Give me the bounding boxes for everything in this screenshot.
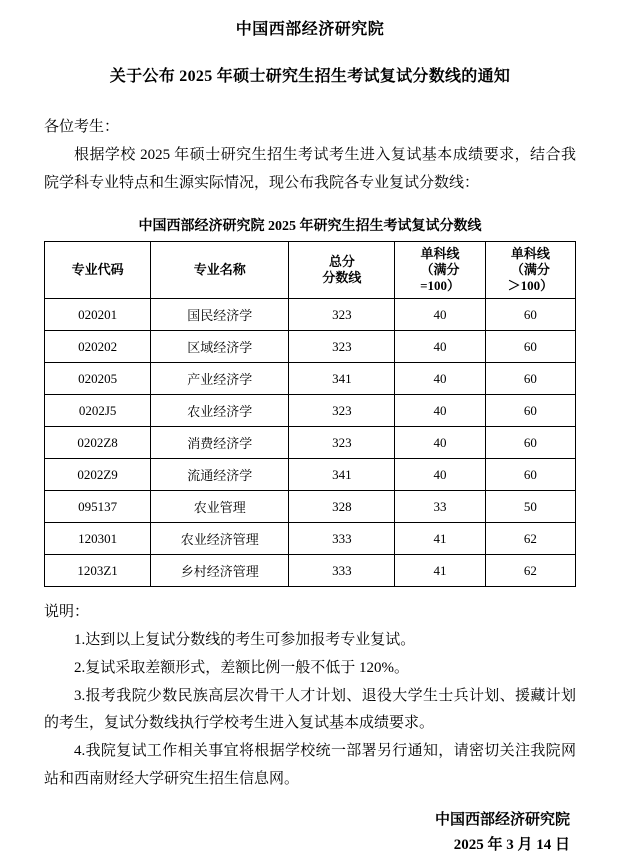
cell-code: 020201 bbox=[45, 299, 151, 331]
header-total bbox=[289, 242, 395, 299]
cell-total: 341 bbox=[289, 459, 395, 491]
note-item-1: 1.达到以上复试分数线的考生可参加报考专业复试。 bbox=[74, 632, 416, 648]
cell-sub2: 62 bbox=[485, 555, 575, 587]
header-sub2-line3: ＞100） bbox=[507, 278, 554, 294]
cell-total: 323 bbox=[289, 331, 395, 363]
cell-name: 消费经济学 bbox=[151, 427, 289, 459]
header-sub1-line2: （满分 bbox=[420, 262, 460, 278]
table-row bbox=[45, 523, 576, 555]
header-sub2 bbox=[485, 242, 575, 299]
cell-sub1: 40 bbox=[395, 331, 485, 363]
table-row bbox=[45, 299, 576, 331]
cell-code: 120301 bbox=[45, 523, 151, 555]
cell-total: 333 bbox=[289, 523, 395, 555]
cell-sub1: 41 bbox=[395, 523, 485, 555]
note-item-2: 2.复试采取差额形式，差额比例一般不低于 120%。 bbox=[74, 659, 409, 676]
cell-code: 095137 bbox=[45, 491, 151, 523]
cell-code: 0202Z8 bbox=[45, 427, 151, 459]
signature-date: 2025 年 3 月 14 日 bbox=[453, 837, 570, 853]
notes-section bbox=[44, 599, 576, 793]
cell-sub2: 60 bbox=[485, 459, 575, 491]
header-sub1-line1: 单科线 bbox=[420, 245, 460, 261]
table-caption: 中国西部经济研究院 2025 年研究生招生考试复试分数线 bbox=[138, 219, 482, 235]
cell-total: 333 bbox=[289, 555, 395, 587]
cell-name: 流通经济学 bbox=[151, 459, 289, 491]
salutation: 各位考生： bbox=[44, 119, 120, 135]
cell-name: 产业经济学 bbox=[151, 363, 289, 395]
cell-sub1: 40 bbox=[395, 395, 485, 427]
cell-code: 020205 bbox=[45, 363, 151, 395]
score-table-section bbox=[44, 215, 576, 587]
cell-sub1: 41 bbox=[395, 555, 485, 587]
cell-sub2: 60 bbox=[485, 395, 575, 427]
document-title: 关于公布 2025 年硕士研究生招生考试复试分数线的通知 bbox=[109, 68, 511, 85]
cell-sub1: 33 bbox=[395, 491, 485, 523]
cell-code: 0202J5 bbox=[45, 395, 151, 427]
table-row bbox=[45, 363, 576, 395]
header-total-line2: 分数线 bbox=[322, 270, 362, 286]
cell-code: 020202 bbox=[45, 331, 151, 363]
cell-sub2: 50 bbox=[485, 491, 575, 523]
table-row bbox=[45, 427, 576, 459]
header-sub2-line1: 单科线 bbox=[510, 245, 550, 261]
cell-sub1: 40 bbox=[395, 299, 485, 331]
cell-total: 341 bbox=[289, 363, 395, 395]
intro-paragraph: 根据学校 2025 年硕士研究生招生考试考生进入复试基本成绩要求，结合我院学科专业特点和生源实际情况，现公布我院各专业复试分数线： bbox=[44, 146, 576, 191]
cell-sub2: 60 bbox=[485, 363, 575, 395]
cell-sub2: 60 bbox=[485, 427, 575, 459]
cell-sub2: 60 bbox=[485, 331, 575, 363]
cell-total: 323 bbox=[289, 395, 395, 427]
cell-sub2: 62 bbox=[485, 523, 575, 555]
cell-total: 323 bbox=[289, 427, 395, 459]
table-row bbox=[45, 331, 576, 363]
signature-block bbox=[44, 808, 576, 859]
table-row bbox=[45, 395, 576, 427]
note-item-3: 3.报考我院少数民族高层次骨干人才计划、退役大学生士兵计划、援藏计划的考生，复试分数线执行学校考生进入复试基本成绩要求。 bbox=[44, 687, 576, 732]
header-code: 专业代码 bbox=[45, 242, 151, 299]
cell-code: 0202Z9 bbox=[45, 459, 151, 491]
cell-sub1: 40 bbox=[395, 427, 485, 459]
note-item-4: 4.我院复试工作相关事宜将根据学校统一部署另行通知，请密切关注我院网站和西南财经大学研究生招生信息网。 bbox=[44, 743, 576, 787]
header-sub1-line3: =100） bbox=[420, 278, 461, 294]
cell-name: 农业经济学 bbox=[151, 395, 289, 427]
cell-sub1: 40 bbox=[395, 363, 485, 395]
table-row bbox=[45, 555, 576, 587]
cell-sub1: 40 bbox=[395, 459, 485, 491]
header-sub1 bbox=[395, 242, 485, 299]
table-row bbox=[45, 491, 576, 523]
table-row bbox=[45, 459, 576, 491]
header-total-line1: 总分 bbox=[328, 254, 355, 269]
table-header-row bbox=[45, 242, 576, 299]
cell-name: 农业经济管理 bbox=[151, 523, 289, 555]
notes-label: 说明： bbox=[44, 604, 90, 621]
header-sub2-line2: （满分 bbox=[510, 262, 550, 278]
cell-total: 323 bbox=[289, 299, 395, 331]
signature-org: 中国西部经济研究院 bbox=[434, 811, 570, 828]
cell-sub2: 60 bbox=[485, 299, 575, 331]
cell-name: 区域经济学 bbox=[151, 331, 289, 363]
cell-name: 国民经济学 bbox=[151, 299, 289, 331]
cell-name: 乡村经济管理 bbox=[151, 555, 289, 587]
cell-code: 1203Z1 bbox=[45, 555, 151, 587]
cell-total: 328 bbox=[289, 491, 395, 523]
org-title: 中国西部经济研究院 bbox=[235, 21, 385, 38]
header-name: 专业名称 bbox=[151, 242, 289, 299]
score-table bbox=[44, 241, 576, 587]
cell-name: 农业管理 bbox=[151, 491, 289, 523]
